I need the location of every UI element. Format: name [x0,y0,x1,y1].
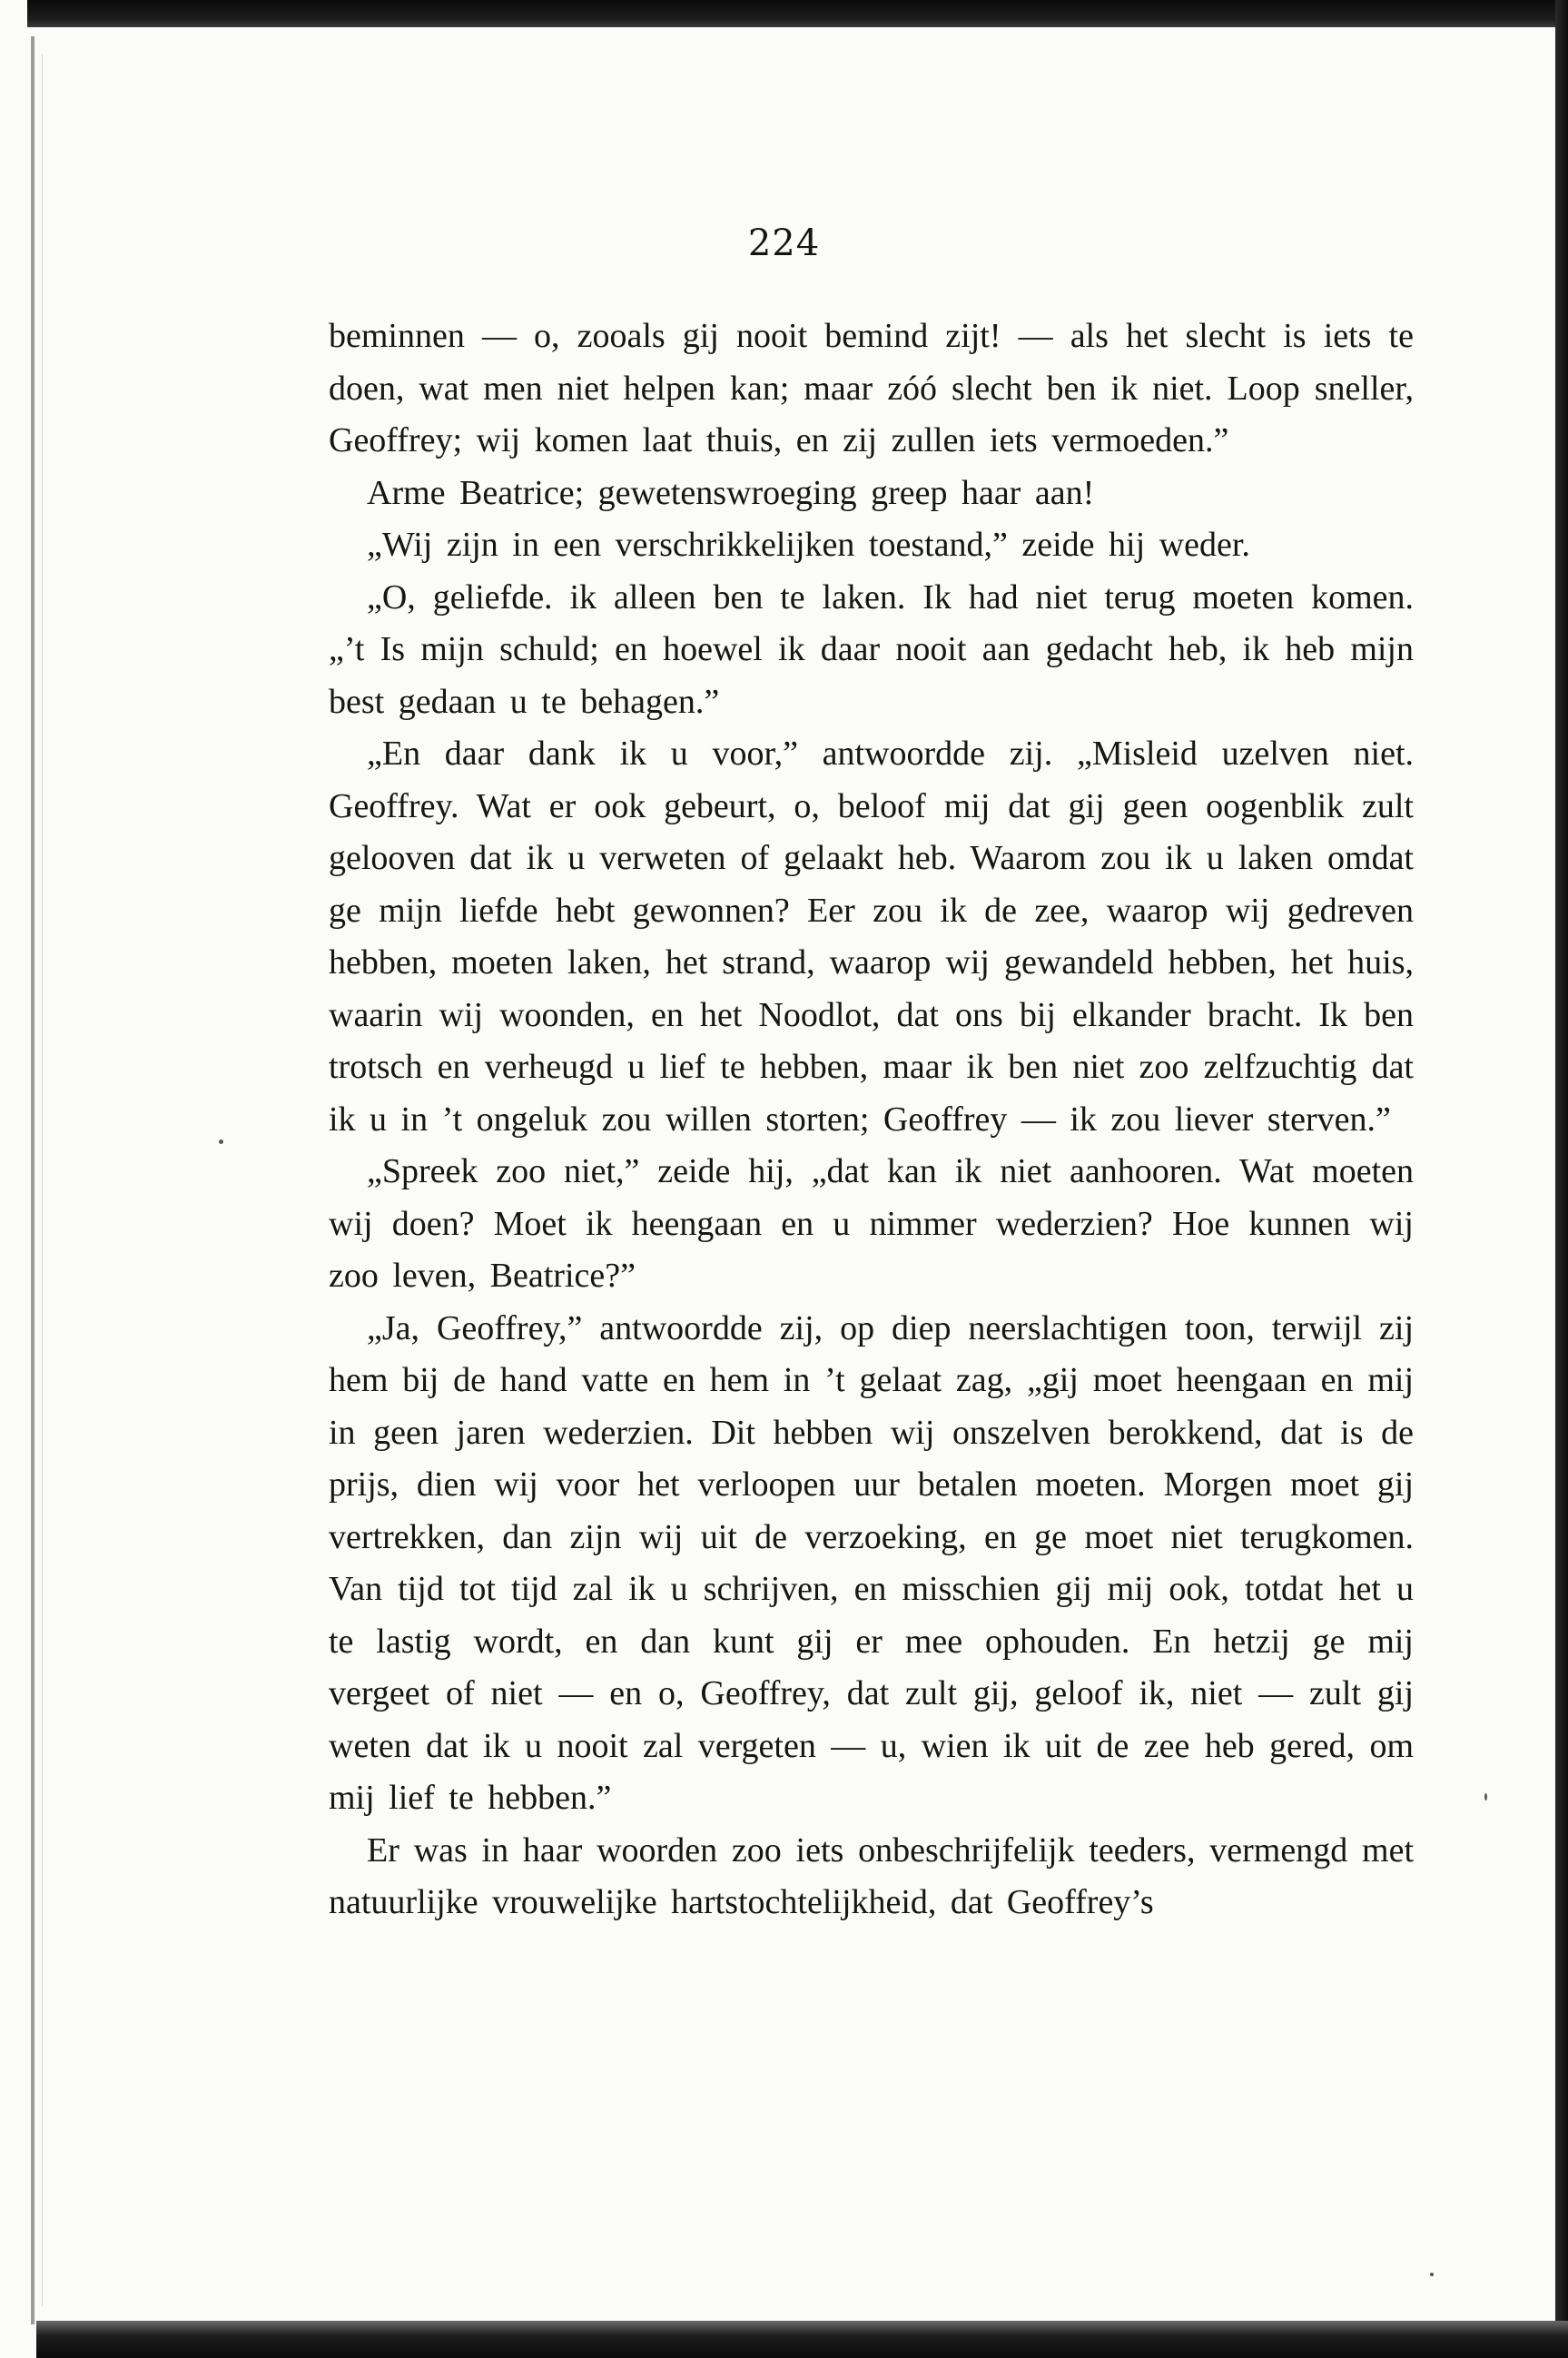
paragraph: Er was in haar woorden zoo iets onbeschrijfelijk teeders, vermengd met natuurlijke vrouwelijke hartstochtelijkheid, dat Geoffrey’s [329,1830,1414,1921]
dust-speck [219,1140,223,1144]
page-number: 224 [747,222,821,264]
paragraph: „En daar dank ik u voor,” antwoordde zij. „Misleid uzelven niet. Geoffrey. Wat er ook gebeurt, o, beloof mij dat gij geen oogenblik zult gelooven dat ik u verweten of gelaakt heb. Waarom zou ik u laken omdat ge mijn liefde hebt gewonnen? Eer zou ik de zee, waarop wij gedreven hebben, moeten laken, het strand, waarop wij gewandeld hebben, het huis, waarin wij woonden, en het Noodlot, dat ons bij elkander bracht. Ik ben trotsch en verheugd u lief te hebben, maar ik ben niet zoo zelfzuchtig dat ik u in ’t ongeluk zou willen storten; Geoffrey — ik zou liever sterven.” [329,735,1414,1139]
scan-edge-top [27,0,1568,27]
dust-speck [1484,1793,1487,1801]
paragraph: beminnen — o, zooals gij nooit bemind zijt! — als het slecht is iets te doen, wat men niet helpen kan; maar zóó slecht ben ik niet. Loop sneller, Geoffrey; wij komen laat thuis, en zij zullen iets vermoeden.” [329,317,1414,459]
paragraph: Arme Beatrice; gewetenswroeging greep haar aan! [367,473,1095,512]
scan-edge-left-inner [42,54,43,2306]
scan-edge-bottom [36,2321,1568,2358]
scan-edge-left [31,36,35,2324]
dust-speck [1430,2273,1434,2276]
paragraph: „Ja, Geoffrey,” antwoordde zij, op diep neerslachtigen toon, terwijl zij hem bij de hand vatte en hem in ’t gelaat zag, „gij moet heengaan en mij in geen jaren wederzien. Dit hebben wij onszelven berokkend, dat is de prijs, dien wij voor het verloopen uur betalen moeten. Morgen moet gij vertrekken, dan zijn wij uit de verzoeking, en ge moet niet terugkomen. Van tijd tot tijd zal ik u schrijven, en misschien gij mij ook, totdat het u te lastig wordt, en dan kunt gij er mee ophouden. En hetzij ge mij vergeet of niet — en o, Geoffrey, dat zult gij, geloof ik, niet — zult gij weten dat ik u nooit zal vergeten — u, wien ik uit de zee heb gered, om mij lief te hebben.” [329,1308,1414,1817]
body-text [329,311,1414,1929]
paragraph: „O, geliefde. ik alleen ben te laken. Ik had niet terug moeten komen. „’t Is mijn schuld; en hoewel ik daar nooit aan gedacht heb, ik heb mijn best gedaan u te behagen.” [329,577,1414,721]
paragraph: „Spreek zoo niet,” zeide hij, „dat kan ik niet aanhooren. Wat moeten wij doen? Moet ik heengaan en u nimmer wederzien? Hoe kunnen wij zoo leven, Beatrice?” [329,1152,1414,1295]
scan-edge-right [1555,0,1568,2358]
paragraph: „Wij zijn in een verschrikkelijken toestand,” zeide hij weder. [367,526,1250,564]
